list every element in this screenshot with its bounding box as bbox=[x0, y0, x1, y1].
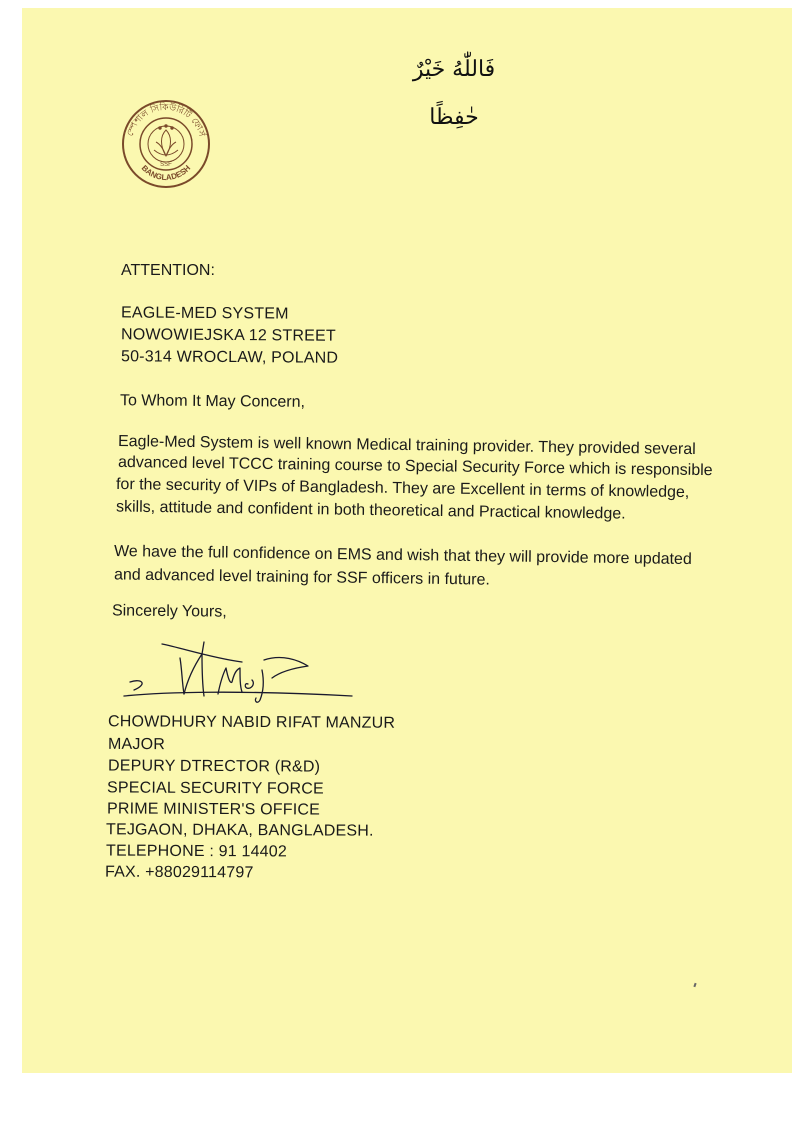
signatory-name: CHOWDHURY NABID RIFAT MANZUR bbox=[107, 713, 396, 732]
closing: Sincerely Yours, bbox=[111, 602, 227, 621]
signatory-title: DEPURY DTRECTOR (R&D) bbox=[107, 757, 321, 776]
seal-arc-top-text: স্পেশাল সিকিউরিটি ফোর্স bbox=[125, 102, 207, 138]
signatory-office: PRIME MINISTER'S OFFICE bbox=[106, 800, 321, 819]
signatory-rank: MAJOR bbox=[107, 735, 166, 754]
handwritten-signature bbox=[122, 638, 362, 708]
seal-arc-bottom-text: BANGLADESH bbox=[139, 163, 193, 183]
arabic-calligraphy-header: فَاللّٰهُ خَيْرٌ حٰفِظًا bbox=[412, 57, 496, 130]
body-paragraph-1-line: for the security of VIPs of Bangladesh. They are Excellent in terms of knowledge, bbox=[115, 475, 690, 502]
recipient-line: EAGLE-MED SYSTEM bbox=[120, 304, 289, 323]
recipient-line: NOWOWIEJSKA 12 STREET bbox=[120, 326, 336, 345]
salutation: To Whom It May Concern, bbox=[119, 392, 306, 411]
body-paragraph-2-line: and advanced level training for SSF officers in future. bbox=[113, 566, 491, 589]
body-paragraph-1-line: advanced level TCCC training course to Special Security Force which is responsible bbox=[117, 453, 713, 480]
signatory-fax: FAX. +88029114797 bbox=[104, 863, 254, 882]
body-paragraph-1-line: Eagle-Med System is well known Medical training provider. They provided several bbox=[117, 432, 696, 459]
recipient-line: 50-314 WROCLAW, POLAND bbox=[120, 348, 339, 367]
body-paragraph-1-line: skills, attitude and confident in both theoretical and Practical knowledge. bbox=[115, 498, 626, 523]
letter-page bbox=[22, 8, 792, 1073]
body-paragraph-2-line: We have the full confidence on EMS and wish that they will provide more updated bbox=[113, 542, 692, 569]
attention-label: ATTENTION: bbox=[121, 262, 215, 279]
seal-inner-text: SSF bbox=[160, 162, 172, 168]
signatory-telephone: TELEPHONE : 91 14402 bbox=[105, 842, 288, 861]
letter-body bbox=[22, 8, 792, 1073]
signatory-organization: SPECIAL SECURITY FORCE bbox=[106, 779, 324, 798]
signatory-address: TEJGAON, DHAKA, BANGLADESH. bbox=[105, 821, 374, 840]
paper-speck bbox=[693, 983, 696, 987]
